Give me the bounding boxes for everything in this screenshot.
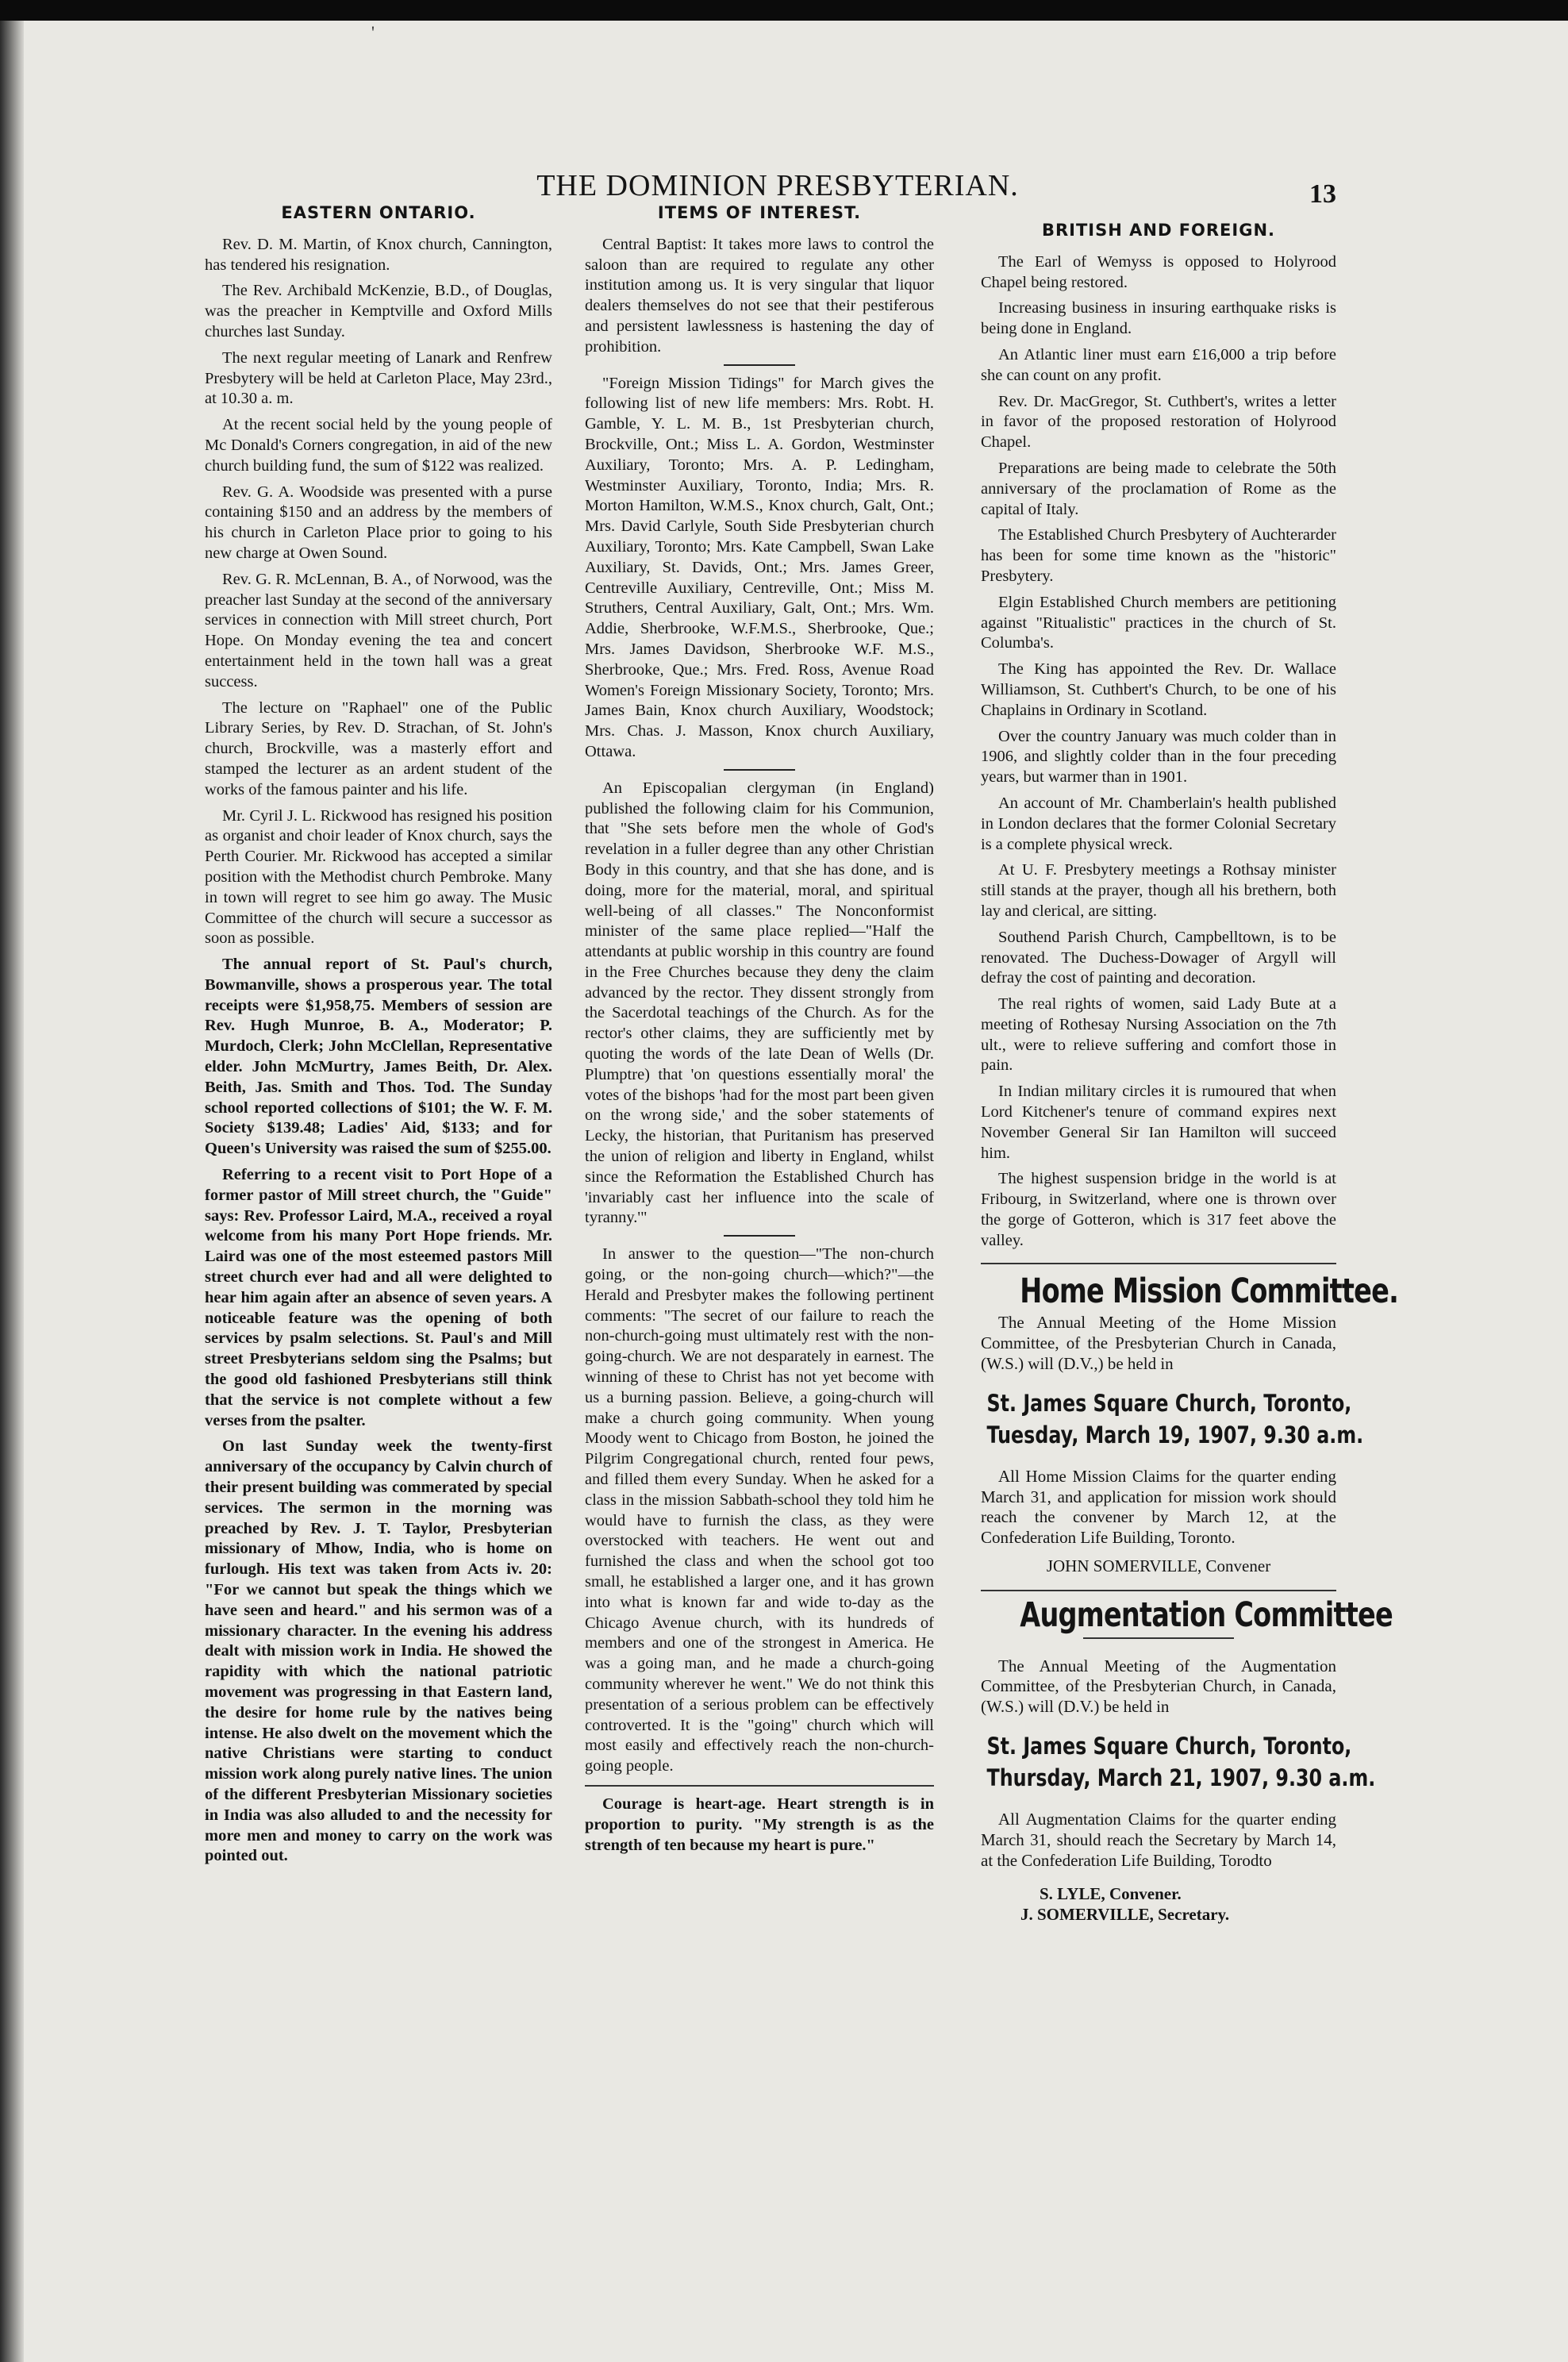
article-paragraph: An account of Mr. Chamberlain's health published in London declares that the former Colonial Secretary is a complete physical wreck. [981, 794, 1336, 853]
article-paragraph: Referring to a recent visit to Port Hope of a former pastor of Mill street church, the "Guide" says: Rev. Professor Laird, M.A., received a royal welcome from his many Port Hope friends. Mr. Laird was one of the most esteemed pastors Mill street church ever had and all were delighted to hear him again after an absence of seven years. A noticeable feature was the opening of both services by psalm selections. St. Paul's and Mill street Presbyterians seldom sing the Psalms; but the good old fashioned Presbyterians still think that the service is not complete without a few verses from the psalter. [205, 1166, 552, 1429]
article-paragraph: Over the country January was much colder than in 1906, and slightly colder than in the four preceding years, but warmer than in 1901. [981, 727, 1336, 787]
divider-rule [981, 1590, 1336, 1591]
article-paragraph: Preparations are being made to celebrate the 50th anniversary of the proclamation of Rome as the capital of Italy. [981, 459, 1336, 518]
item-separator [724, 769, 795, 771]
section-body [981, 252, 1336, 1252]
article-paragraph: The Established Church Presbytery of Auchterarder has been for some time known as the "historic" Presbytery. [981, 526, 1336, 585]
signer-convener: S. LYLE, Convener. [1040, 1884, 1182, 1904]
section-heading: BRITISH AND FOREIGN. [1041, 221, 1276, 240]
masthead-title: THE DOMINION PRESBYTERIAN. [536, 169, 1019, 202]
meeting-date: Thursday, March 21, 1907, 9.30 a.m. [986, 1764, 1376, 1792]
meeting-place-and-date [986, 1387, 1364, 1451]
article-paragraph: In Indian military circles it is rumoured that when Lord Kitchener's tenure of command expires next November General Sir Ian Hamilton will succeed him. [981, 1083, 1336, 1162]
meeting-place: St. James Square Church, Toronto, [986, 1733, 1352, 1760]
section-body [205, 235, 552, 1867]
article-paragraph: The highest suspension bridge in the world is at Fribourg, in Switzerland, where one is thrown over the gorge of Gotteron, which is 317 feet above the valley. [981, 1170, 1336, 1249]
column-eastern-ontario [205, 203, 552, 1872]
item-separator [724, 364, 795, 366]
article-paragraph: At U. F. Presbytery meetings a Rothsay minister still stands at the prayer, though all his brethern, both lay and clerical, are sitting. [981, 861, 1336, 920]
article-paragraph: The annual report of St. Paul's church, Bowmanville, shows a prosperous year. The total receipts were $1,958,75. Members of session are Rev. Hugh Munroe, B. A., Moderator; P. Murdoch, Clerk; John McClellan, Representative elder. John McMurtry, James Beith, Dr. Alex. Beith, Jas. Smith and Thos. Tod. The Sunday school reported collections of $101; the W. F. M. Society $139.48; Ladies' Aid, $133; and for Queen's University was raised the sum of $255.00. [205, 956, 552, 1158]
augmentation-notice [981, 1595, 1393, 1925]
notice-signers [1013, 1883, 1336, 1925]
section-heading: EASTERN ONTARIO. [281, 203, 476, 222]
meeting-place-and-date [986, 1730, 1376, 1794]
notice-claims: All Augmentation Claims for the quarter ending March 31, should reach the Secretary by March 14, at the Confederation Life Building, Torodto [981, 1810, 1336, 1870]
scan-top-border [0, 0, 1568, 21]
page-gutter-shadow [0, 21, 24, 2362]
item-separator [724, 1235, 795, 1237]
divider-rule [585, 1785, 934, 1787]
signer-secretary: J. SOMERVILLE, Secretary. [1020, 1905, 1230, 1925]
article-paragraph: Southend Parish Church, Campbelltown, is to be renovated. The Duchess-Dowager of Argyll will defray the cost of painting and decoration. [981, 928, 1336, 987]
notice-body [981, 1656, 1376, 1925]
divider-rule [1083, 1637, 1234, 1639]
article-paragraph: Rev. G. R. McLennan, B. A., of Norwood, was the preacher last Sunday at the second of the anniversary services in connection with Mill street church, Port Hope. On Monday evening the tea and concert entertainment held in the town hall was a great success. [205, 570, 552, 691]
notice-intro: The Annual Meeting of the Augmentation Committee, of the Presbyterian Church, in Canada, (W.S.) will (D.V.) be held in [981, 1656, 1336, 1717]
article-paragraph: "Foreign Mission Tidings" for March gives the following list of new life members: Mrs. Robt. H. Gamble, Y. L. M. B., 1st Presbyterian church, Brockville, Ont.; Miss L. A. Gordon, Westminster Auxiliary, Toronto; Mrs. A. P. Ledingham, Westminster Auxiliary, Toronto, India; Mrs. R. Morton Hamilton, W.M.S., Knox church, Galt, Ont.; Mrs. David Carlyle, South Side Presbyterian church Auxiliary, Toronto; Mrs. Kate Campbell, Swan Lake Auxiliary, St. Davids, Ont.; Mrs. James Greer, Centreville Auxiliary, Centreville, Ont.; Miss M. Struthers, Central Auxiliary, Galt, Ont.; Mrs. Wm. Addie, Sherbrooke, W.F.M.S., Sherbrooke, Que.; Mrs. James Davidson, Sherbrooke W.F. M.S., Sherbrooke, Que.; Mrs. Fred. Ross, Avenue Road Women's Foreign Missionary Society, Toronto; Mrs. James Bain, Knox church Auxiliary, Woodstock; Mrs. Chas. J. Masson, Knox church Auxiliary, Ottawa. [585, 374, 934, 760]
article-paragraph: Mr. Cyril J. L. Rickwood has resigned his position as organist and choir leader of Knox church, says the Perth Courier. Mr. Rickwood has accepted a similar position with the Methodist church Pembroke. Many in town will regret to see him go away. The Music Committee of the church will secure a successor as soon as possible. [205, 806, 552, 948]
article-paragraph: Increasing business in insuring earthquake risks is being done in England. [981, 299, 1336, 338]
notice-title: Home Mission Committee. [1020, 1271, 1399, 1311]
article-paragraph: The next regular meeting of Lanark and Renfrew Presbytery will be held at Carleton Place, May 23rd., at 10.30 a. m. [205, 348, 552, 408]
article-paragraph: The Earl of Wemyss is opposed to Holyrood Chapel being restored. [981, 252, 1336, 291]
article-paragraph: An Atlantic liner must earn £16,000 a trip before she can count on any profit. [981, 345, 1336, 384]
article-paragraph: At the recent social held by the young people of Mc Donald's Corners congregation, in aid of the new church building fund, the sum of $122 was realized. [205, 416, 552, 475]
article-paragraph: Elgin Established Church members are petitioning against "Ritualistic" practices in the church of St. Columba's. [981, 593, 1336, 652]
article-paragraph: The real rights of women, said Lady Bute at a meeting of Rothesay Nursing Association on the 7th ult., were to relieve suffering and comfort those in pain. [981, 995, 1336, 1075]
article-paragraph: Rev. D. M. Martin, of Knox church, Cannington, has tendered his resignation. [205, 235, 552, 274]
article-paragraph: Rev. G. A. Woodside was presented with a purse containing $150 and an address by the members of his church in Carleton Place prior to going to his new charge at Owen Sound. [205, 483, 552, 562]
column-british-and-foreign [981, 203, 1399, 1925]
article-paragraph: Courage is heart-age. Heart strength is in proportion to purity. "My strength is as the strength of ten because my heart is pure." [585, 1795, 934, 1854]
article-paragraph: Rev. Dr. MacGregor, St. Cuthbert's, writes a letter in favor of the proposed restoration of Holyrood Chapel. [981, 392, 1336, 452]
article-paragraph: In answer to the question—"The non-church going, or the non-going church—which?"—the Herald and Presbyter makes the following pertinent comments: "The secret of our failure to reach the non-church-going must ultimately rest with the non-going-church. We are not desparately in earnest. The winning of these to Christ has not yet become with us a burning passion. Believe, a going-church will make a church going community. When young Moody went to Chicago from Boston, he joined the Pilgrim Congregational church, rented four pews, and filled them every Sunday. When he asked for a class in the mission Sabbath-school they told him he would have to furnish the class, as they were overstocked with teachers. He went out and furnished the class and when the school got too small, he established a larger one, and it has grown into what is known far and wide to-day as the Chicago Avenue church, with its hundreds of members and one of the strongest in America. He was a going man, and he made a church-going community wherever he went." We do not think this presentation of a serious problem can be effectively controverted. It is the "going" church which will most easily and effectively reach the non-church-going people. [585, 1245, 934, 1775]
notice-title: Augmentation Committee [1020, 1595, 1393, 1635]
section-body [585, 235, 934, 1856]
page-number: 13 [1309, 179, 1336, 209]
article-paragraph: The Rev. Archibald McKenzie, B.D., of Douglas, was the preacher in Kemptville and Oxford Mills churches last Sunday. [205, 282, 552, 340]
notice-body [981, 1313, 1364, 1576]
column-items-of-interest [585, 203, 934, 1861]
home-mission-notice [981, 1271, 1399, 1577]
notice-claims: All Home Mission Claims for the quarter ending March 31, and application for mission work should reach the convener by March 12, at the Confederation Life Building, Toronto. [981, 1466, 1336, 1548]
article-paragraph: Central Baptist: It takes more laws to control the saloon than are required to regulate any other institution among us. It is very singular that liquor dealers themselves do not see that their pestiferous and persistent lawlessness is hastening the day of prohibition. [585, 235, 934, 356]
article-paragraph: The lecture on "Raphael" one of the Public Library Series, by Rev. D. Strachan, of St. John's church, Brockville, was a masterly effort and stamped the lecturer as an ardent student of the works of the famous painter and his life. [205, 698, 552, 798]
article-paragraph: On last Sunday week the twenty-first anniversary of the occupancy by Calvin church of their present building was commerated by special services. The sermon in the morning was preached by Rev. J. T. Taylor, Presbyterian missionary of Mhow, India, who is home on furlough. His text was taken from Acts iv. 20: "For we cannot but speak the things which we have seen and heard." and his sermon was of a missionary character. In the evening his address dealt with mission work in India. He showed the rapidity with which the national patriotic movement was progressing in that Eastern land, the desire for home rule by the natives being intense. He also dwelt on the movement which the native Christians were starting to conduct mission work along purely native lines. The union of the different Presbyterian Missionary societies in India was also alluded to and the necessity for more men and money to carry on the work was pointed out. [205, 1437, 552, 1865]
article-paragraph: The King has appointed the Rev. Dr. Wallace Williamson, St. Cuthbert's Church, to be one of his Chaplains in Ordinary in Scotland. [981, 660, 1336, 719]
notice-intro: The Annual Meeting of the Home Mission Committee, of the Presbyterian Church in Canada, (W.S.) will (D.V.,) be held in [981, 1313, 1336, 1374]
meeting-place: St. James Square Church, Toronto, [986, 1389, 1352, 1417]
stray-mark: ' [371, 22, 375, 42]
article-paragraph: An Episcopalian clergyman (in England) published the following claim for his Communion, that "She sets before men the whole of God's revelation in a fuller degree than any other Christian Body in this country, and that she has done, and is doing, more for the material, moral, and spiritual well-being of all classes." The Nonconformist minister of the same place replied—"Half the attendants at public worship in this country are found in the Free Churches because they deny the claim advanced by the rector. They dissent strongly from the Sacerdotal teachings of the Church. As for the rector's other claims, they are sufficiently met by quoting the words of the late Dean of Wells (Dr. Plumptre) that 'on questions essentially moral' the votes of the bishops 'had for the most part been given on the wrong side,' and the sober statements of Lecky, the historian, that Puritanism has preserved the union of religion and liberty in England, whilst since the Reformation the Established Church has 'invariably cast her influence into the scale of tyranny.'" [585, 779, 934, 1227]
meeting-date: Tuesday, March 19, 1907, 9.30 a.m. [986, 1421, 1364, 1448]
section-heading: ITEMS OF INTEREST. [657, 203, 862, 222]
divider-rule [981, 1263, 1336, 1264]
notice-signer: JOHN SOMERVILLE, Convener [1046, 1556, 1271, 1576]
